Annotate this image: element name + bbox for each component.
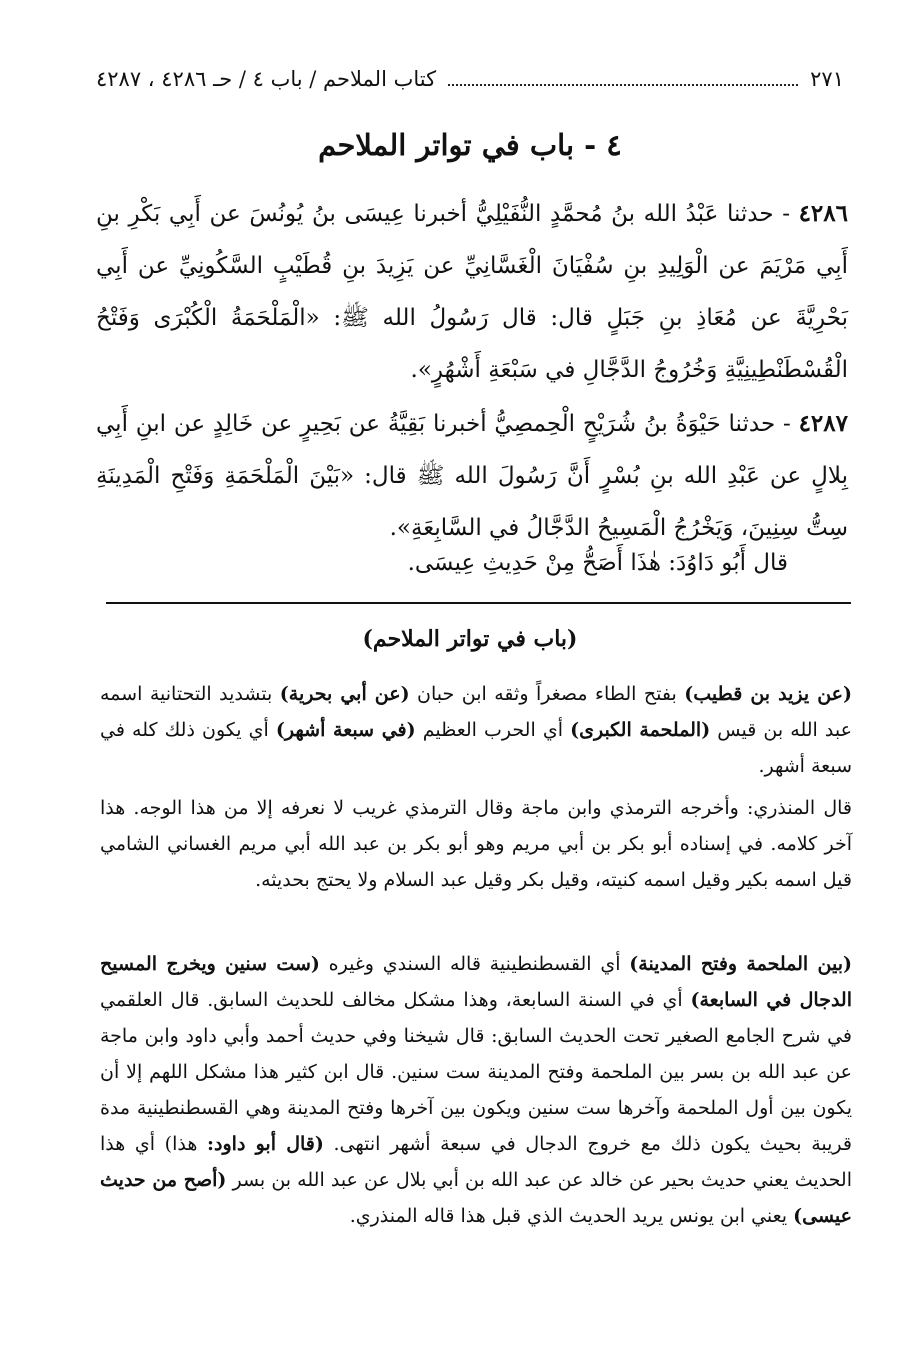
commentary-title: (باب في تواتر الملاحم) — [362, 626, 578, 652]
running-header-title: كتاب الملاحم / باب ٤ / حـ ٤٢٨٦ ، ٤٢٨٧ — [96, 67, 437, 91]
page-number: ٢٧١ — [810, 67, 844, 91]
commentary-lemma: (ست سنين ويخرج المسيح الدجال في السابعة) — [100, 953, 853, 1011]
hadith-4287 — [96, 398, 848, 554]
commentary-text: يعني ابن يونس يريد الحديث الذي قبل هذا قاله المنذري. — [349, 1205, 794, 1227]
hadith-4286 — [96, 188, 848, 396]
commentary-text: أي في السنة السابعة، وهذا مشكل مخالف للحديث السابق. قال العلقمي في شرح الجامع الصغير تحت الحديث السابق: قال شيخنا وفي حديث أحمد وأبي داود وابن ماجة عن عبد الله بن بسر بين الملحمة وفتح المدينة ست سنين. قال ابن كثير هذا مشكل اللهم إلا أن يكون بين أول الملحمة وآخرها ست سنين ويكون بين آخرها وفتح المدينة وهي القسطنطينية مدة قريبة بحيث يكون ذلك مع خروج الدجال في سبعة أشهر انتهى. — [100, 989, 852, 1155]
hadith-number: ٤٢٨٧ — [798, 410, 848, 437]
footnote-divider — [106, 602, 851, 604]
commentary-lemma: (بين الملحمة وفتح المدينة) — [629, 953, 852, 975]
commentary-paragraph-3 — [100, 946, 852, 1234]
commentary-lemma: (في سبعة أشهر) — [275, 719, 416, 741]
commentary-text: أي الحرب العظيم — [415, 719, 571, 741]
commentary-lemma: (أصح من حديث عيسى) — [100, 1169, 852, 1227]
commentary-paragraph-2: قال المنذري: وأخرجه الترمذي وابن ماجة وقال الترمذي غريب لا نعرفه إلا من هذا الوجه. هذا آخر كلامه. في إسناده أبو بكر بن أبي مريم وهو أبو بكر بن عبد الله أبي مريم الغساني الشامي قيل اسمه بكير وقيل اسمه كنيته، وقيل بكر وقيل عبد السلام ولا يحتج بحديثه. — [100, 797, 853, 891]
commentary-text: أي يكون ذلك كله في سبعة أشهر. — [100, 719, 852, 777]
commentary-lemma: (عن أبي بحرية) — [279, 683, 410, 705]
abu-dawud-note: قال أَبُو دَاوُدَ: هٰذَا أَصَحُّ مِنْ حَدِيثِ عِيسَى. — [407, 550, 788, 576]
commentary-paragraph-1 — [100, 676, 852, 784]
running-header — [96, 62, 844, 96]
commentary-text: أي القسطنطينية قاله السندي وغيره — [319, 953, 630, 975]
hadith-text: - حدثنا حَيْوَةُ بنُ شُرَيْحٍ الْحِمصِيُّ أخبرنا بَقِيَّةُ عن بَحِيرٍ عن خَالِدٍ عن ابنِ أَبِي بِلالٍ عن عَبْدِ الله بنِ بُسْرٍ أَنَّ رَسُولَ الله ﷺ قال: «بَيْنَ الْمَلْحَمَةِ وَفَتْحِ الْمَدِينَةِ سِتُّ سِنِينَ، وَيَخْرُجُ الْمَسِيحُ الدَّجَّالُ في السَّابِعَةِ». — [96, 411, 848, 541]
commentary-text: هذا) أي هذا الحديث يعني حديث بحير عن خالد عن عبد الله بن أبي بلال عن عبد الله بن بسر — [100, 1133, 852, 1191]
commentary-text: بفتح الطاء مصغراً وثقه ابن حبان — [409, 683, 685, 705]
commentary-lemma: (عن يزيد بن قطيب) — [684, 683, 852, 705]
commentary-text: بتشديد التحتانية اسمه عبد الله بن قيس — [100, 683, 852, 741]
chapter-title: ٤ - باب في تواتر الملاحم — [318, 128, 622, 162]
hadith-text: - حدثنا عَبْدُ الله بنُ مُحمَّدٍ النُّفَيْلِيُّ أخبرنا عِيسَى بنُ يُونُسَ عن أَبِي بَكْرِ بنِ أَبِي مَرْيَمَ عن الْوَلِيدِ بنِ سُفْيَانَ الْغَسَّانِيِّ عن يَزِيدَ بنِ قُطَيْبٍ السَّكُونِيِّ عن أَبِي بَحْرِيَّةَ عن مُعَاذِ بنِ جَبَلٍ قال: قال رَسُولُ الله ﷺ: «الْمَلْحَمَةُ الْكُبْرَى وَفَتْحُ الْقُسْطَنْطِينِيَّةِ وَخُرُوجُ الدَّجَّالِ في سَبْعَةِ أَشْهُرٍ». — [96, 201, 848, 383]
hadith-number: ٤٢٨٦ — [798, 200, 848, 227]
dotted-leader — [448, 84, 798, 86]
commentary-lemma: (الملحمة الكبرى) — [570, 719, 711, 741]
commentary-lemma: (قال أبو داود: — [207, 1133, 324, 1155]
